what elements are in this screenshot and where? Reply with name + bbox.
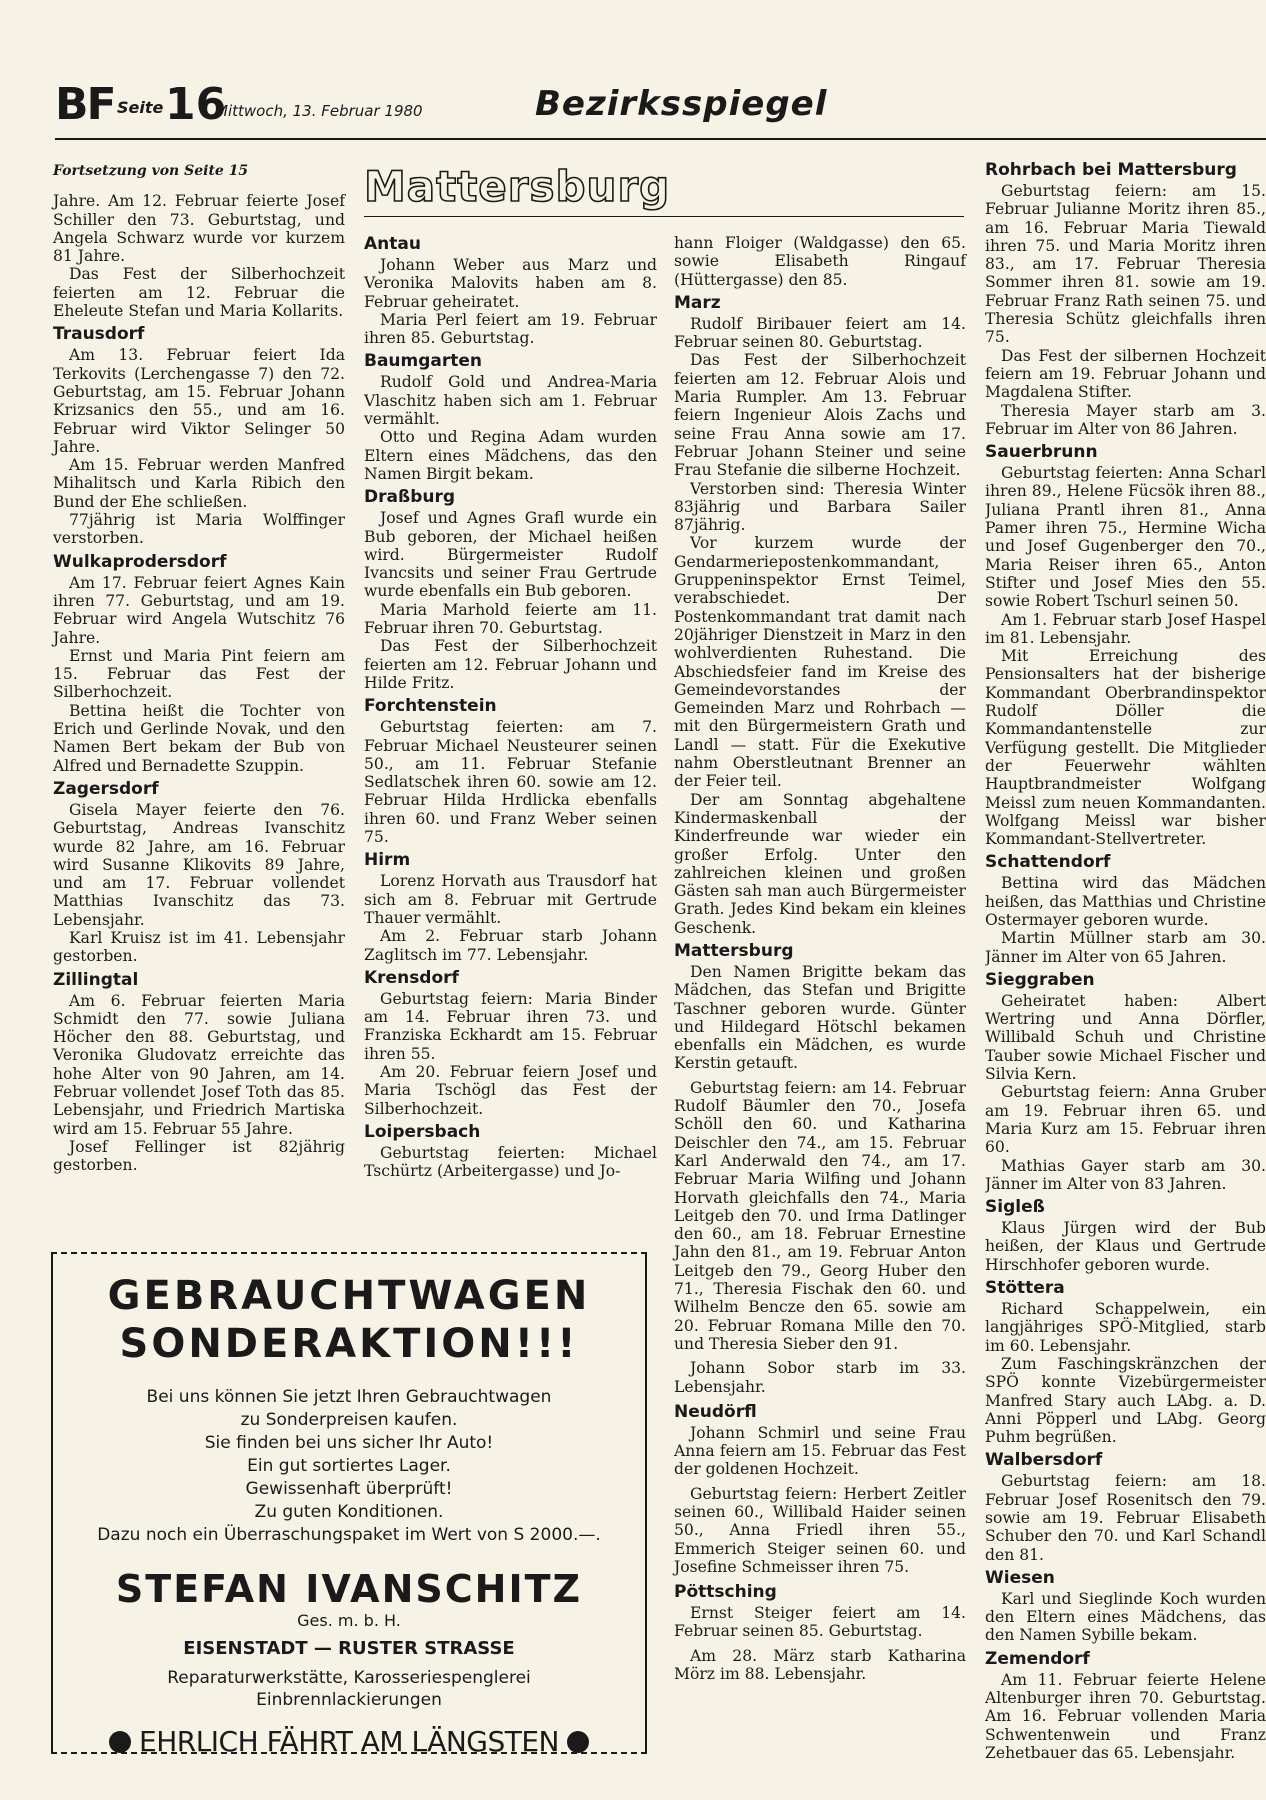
article-paragraph: Geburtstag feiern: Herbert Zeitler seinen 60., Willibald Haider seinen 50., Anna Friedl ihren 55., Emmerich Steiger seinen 60. und Josefine Schmeisser ihren 75. (674, 1484, 966, 1576)
article-paragraph: Rudolf Biribauer feiert am 14. Februar seinen 80. Geburtstag. (674, 314, 966, 352)
town-heading: Krensdorf (364, 967, 459, 988)
town-heading: Zagersdorf (53, 778, 159, 799)
town-heading: Loipersbach (364, 1121, 481, 1142)
article-paragraph: Am 20. Februar feiern Josef und Maria Tschögl das Fest der Silberhochzeit. (364, 1062, 657, 1118)
article-paragraph: Am 6. Februar feierten Maria Schmidt den 77. sowie Juliana Höcher den 88. Geburtstag, und Veronika Gludovatz erreichte das hohe Alter von 90 Jahren, am 14. Februar vollendet Josef Toth das 85. Lebensjahr, und Friedrich Martiska wird am 15. Februar 55 Jahre. (53, 991, 345, 1138)
ad-line: Bei uns können Sie jetzt Ihren Gebrauchtwagen (146, 1387, 552, 1407)
column-1 (53, 162, 345, 1175)
article-paragraph: Josef und Agnes Grafl wurde ein Bub geboren, der Michael heißen wird. Bürgermeister Rudolf Ivancsits und seiner Frau Gertrude wurde ebenfalls ein Bub geboren. (364, 509, 657, 601)
ad-headline: SONDERAKTION!!! (119, 1321, 579, 1367)
article-paragraph: Otto und Regina Adam wurden Eltern eines Mädchens, das den Namen Birgit bekam. (364, 428, 657, 483)
article-paragraph: Johann Schmirl und seine Frau Anna feiern am 15. Februar das Fest der goldenen Hochzeit. (674, 1423, 966, 1479)
town-heading: Wiesen (985, 1567, 1055, 1588)
section-title: Bezirksspiegel (535, 84, 828, 124)
town-heading: Schattendorf (985, 852, 1111, 873)
town-heading: Neudörfl (674, 1401, 757, 1422)
ad-service-line: Reparaturwerkstätte, Karosseriespenglerei (167, 1668, 531, 1688)
masthead-rule (55, 138, 1266, 140)
article-paragraph: Johann Sobor starb im 33. Lebensjahr. (674, 1359, 966, 1396)
town-heading: Mattersburg (674, 940, 794, 961)
used-car-advertisement (51, 1252, 647, 1758)
article-paragraph: Ernst und Maria Pint feiern am 15. Februar das Fest der Silberhochzeit. (53, 646, 345, 702)
continuation-note: Fortsetzung von Seite 15 (53, 163, 249, 179)
article-paragraph: Theresia Mayer starb am 3. Februar im Alter von 86 Jahren. (985, 401, 1266, 438)
town-heading: Marz (674, 292, 721, 313)
town-heading: Pöttsching (674, 1582, 777, 1603)
town-heading: Sieggraben (985, 969, 1095, 990)
town-heading: Trausdorf (53, 324, 145, 345)
article-paragraph: Das Fest der Silberhochzeit feierten am 12. Februar Johann und Hilde Fritz. (364, 637, 657, 692)
article-paragraph: Am 17. Februar feiert Agnes Kain ihren 77. Geburtstag, und am 19. Februar wird Angela Wutschitz 76 Jahre. (53, 573, 345, 647)
bullet-icon (567, 1731, 589, 1753)
article-paragraph: Bettina wird das Mädchen heißen, das Matthias und Christine Ostermayer geboren wurde. (985, 874, 1266, 929)
seite-label: Seite (117, 98, 164, 117)
masthead (55, 80, 1266, 136)
ad-line: Dazu noch ein Überraschungspaket im Wert von S 2000.—. (97, 1525, 601, 1545)
column-4 (985, 160, 1266, 1762)
column-2 (364, 234, 657, 1180)
town-heading: Baumgarten (364, 351, 483, 372)
article-paragraph: Karl und Sieglinde Koch wurden den Eltern eines Mädchens, das den Namen Sybille bekam. (985, 1589, 1266, 1645)
ad-services (53, 1667, 645, 1711)
article-paragraph: Zum Faschingskränzchen der SPÖ konnte Vizebürgermeister Manfred Stary auch LAbg. a. D. Anni Pöpperl und LAbg. Georg Puhm begrüßen. (985, 1354, 1266, 1447)
article-paragraph: Jahre. Am 12. Februar feierte Josef Schiller den 73. Geburtstag, und Angela Schwarz wurde vor kurzem 81 Jahre. (53, 192, 345, 266)
article-paragraph: Geburtstag feiern: am 18. Februar Josef Rosenitsch den 79. sowie am 19. Februar Elisabeth Schuber den 70. und Karl Schandl den 81. (985, 1472, 1266, 1564)
article-paragraph: 77jährig ist Maria Wolffinger verstorben. (53, 511, 345, 548)
article-paragraph: Karl Kruisz ist im 41. Lebensjahr gestorben. (53, 928, 345, 966)
article-paragraph: hann Floiger (Waldgasse) den 65. sowie Elisabeth Ringauf (Hüttergasse) den 85. (674, 234, 966, 289)
article-paragraph: Den Namen Brigitte bekam das Mädchen, das Stefan und Brigitte Taschner geboren wurde. Günter und Hildegard Hötschl bekamen ebenfalls ein Mädchen, es wurde Kerstin getauft. (674, 962, 966, 1073)
town-heading: Stöttera (985, 1278, 1065, 1299)
page-number: 16 (165, 79, 227, 130)
article-paragraph: Das Fest der Silberhochzeit feierten am 12. Februar die Eheleute Stefan und Maria Kollarits. (53, 265, 345, 321)
article-paragraph: Geburtstag feierten: Michael Tschürtz (Arbeitergasse) und Jo- (364, 1143, 657, 1181)
article-paragraph: Klaus Jürgen wird der Bub heißen, der Klaus und Gertrude Hirschhofer geboren wurde. (985, 1219, 1266, 1274)
article-paragraph: Vor kurzem wurde der Gendarmeriepostenkommandant, Gruppeninspektor Ernst Teimel, verabschiedet. Der Postenkommandant trat damit nach 20jähriger Dienstzeit in Marz in den wohlverdienten Ruhestand. Die Abschiedsfeier fand im Kreise des Gemeindevorstandes der Gemeinden Marz und Rohrbach — mit den Bürgermeistern Grath und Landl — statt. Für die Exekutive nahm Oberstleutnant Brenner an der Feier teil. (674, 534, 966, 791)
article-paragraph: Maria Marhold feierte am 11. Februar ihren 70. Geburtstag. (364, 600, 657, 638)
article-paragraph: Rudolf Gold und Andrea-Maria Vlaschitz haben sich am 1. Februar vermählt. (364, 373, 657, 429)
article-paragraph: Geburtstag feiern: am 15. Februar Julianne Moritz ihren 85., am 16. Februar Maria Tiewald ihren 75. und Maria Moritz ihren 83., am 17. Februar Theresia Sommer ihren 81. sowie am 19. Februar Franz Rath seinen 75. und Theresia Schütz gleichfalls ihren 75. (985, 182, 1266, 347)
column-3 (674, 234, 966, 1683)
article-paragraph: Am 15. Februar werden Manfred Mihalitsch und Karla Ribich den Bund der Ehe schließen. (53, 456, 345, 511)
article-paragraph: Maria Perl feiert am 19. Februar ihren 85. Geburtstag. (364, 310, 657, 348)
ad-address: EISENSTADT — RUSTER STRASSE (183, 1638, 515, 1659)
article-paragraph: Geburtstag feiern: am 14. Februar Rudolf Bäumler den 70., Josefa Schöll den 60. und Katharina Deischler den 74., am 15. Februar Karl Anderwald den 74., am 17. Februar Maria Wilfing und Johann Horvath gleichfalls den 74., Maria Leitgeb den 70. und Irma Datlinger den 60., am 18. Februar Ernestine Jahn den 81., am 19. Februar Anton Leitgeb den 79., Georg Huber den 71., Theresia Fischak den 60. und Wilhelm Bencze den 65. sowie am 20. Februar Romana Mille den 70. und Theresia Sieber den 91. (674, 1078, 966, 1353)
article-paragraph: Das Fest der Silberhochzeit feierten am 12. Februar Alois und Maria Rumpler. Am 13. Februar feiern Ingenieur Alois Zachs und seine Frau Anna sowie am 17. Februar Johann Steiner und seine Frau Stefanie die silberne Hochzeit. (674, 351, 966, 480)
town-heading: Zemendorf (985, 1648, 1090, 1669)
article-paragraph: Geheiratet haben: Albert Wertring und Anna Dörfler, Willibald Schuh und Christine Tauber sowie Michael Fischer und Silvia Kern. (985, 991, 1266, 1084)
ad-line: zu Sonderpreisen kaufen. (240, 1410, 458, 1430)
article-paragraph: Richard Schappelwein, ein langjähriges SPÖ-Mitglied, starb im 60. Lebensjahr. (985, 1300, 1266, 1355)
article-paragraph: Johann Weber aus Marz und Veronika Malovits haben am 8. Februar geheiratet. (364, 256, 657, 311)
article-paragraph: Josef Fellinger ist 82jährig gestorben. (53, 1137, 345, 1175)
ad-line: Gewissenhaft überprüft! (245, 1479, 453, 1499)
ad-body (53, 1386, 645, 1547)
ad-line: Ein gut sortiertes Lager. (247, 1456, 451, 1476)
article-paragraph: Bettina heißt die Tochter von Erich und Gerlinde Novak, und den Namen Bert bekam der Bub von Alfred und Bernadette Szuppin. (53, 701, 345, 775)
article-paragraph: Am 11. Februar feierte Helene Altenburger ihren 70. Geburtstag. Am 16. Februar vollenden Maria Schwentenwein und Franz Zehetbauer das 65. Lebensjahr. (985, 1670, 1266, 1762)
ad-company-name: STEFAN IVANSCHITZ (115, 1567, 583, 1611)
town-heading: Rohrbach bei Mattersburg (985, 160, 1237, 180)
article-paragraph: Am 13. Februar feiert Ida Terkovits (Lerchengasse 7) den 72. Geburtstag, am 15. Februar Johann Krizsanics den 55., und am 16. Februar wird Viktor Selinger 50 Jahre. (53, 346, 345, 456)
mattersburg-banner (364, 164, 964, 210)
article-paragraph: Am 28. März starb Katharina Mörz im 88. Lebensjahr. (674, 1646, 966, 1684)
district-rule (364, 216, 964, 217)
article-paragraph: Das Fest der silbernen Hochzeit feiern am 19. Februar Johann und Magdalena Stifter. (985, 346, 1266, 402)
ad-company-legal: Ges. m. b. H. (297, 1611, 401, 1630)
town-heading: Hirm (364, 850, 411, 871)
article-paragraph: Geburtstag feierten: am 7. Februar Michael Neusteurer seinen 50., am 11. Februar Stefanie Sedlatschek ihren 60. sowie am 12. Februar Hilda Hrdlicka ebenfalls ihren 60. und Franz Weber seinen 75. (364, 718, 657, 847)
bullet-icon (109, 1731, 131, 1753)
ad-service-line: Einbrennlackierungen (256, 1690, 442, 1710)
article-paragraph: Am 1. Februar starb Josef Haspel im 81. Lebensjahr. (985, 610, 1266, 647)
town-heading: Draßburg (364, 487, 456, 508)
town-heading: Sauerbrunn (985, 442, 1098, 463)
ad-slogan-text: EHRLICH FÄHRT AM LÄNGSTEN (139, 1725, 559, 1758)
town-heading: Walbersdorf (985, 1450, 1103, 1471)
article-paragraph: Geburtstag feierten: Anna Scharl ihren 89., Helene Fücsök ihren 88., Juliana Prantl ihren 81., Anna Pamer ihren 75., Hermine Wicha und Josef Gugenberger den 70., Maria Reiser ihren 65., Anton Stifter und Josef Mies den 55. sowie Robert Tschurl seinen 50. (985, 464, 1266, 611)
district-title: Mattersburg (364, 162, 671, 211)
issue-date: Mittwoch, 13. Februar 1980 (215, 102, 423, 120)
article-paragraph: Martin Müllner starb am 30. Jänner im Alter von 65 Jahren. (985, 929, 1266, 966)
article-paragraph: Mathias Gayer starb am 30. Jänner im Alter von 83 Jahren. (985, 1156, 1266, 1193)
town-heading: Zillingtal (53, 969, 139, 990)
article-paragraph: Am 2. Februar starb Johann Zaglitsch im 77. Lebensjahr. (364, 927, 657, 964)
ad-line: Zu guten Konditionen. (254, 1502, 444, 1522)
ad-slogan (53, 1725, 645, 1759)
town-heading: Wulkaprodersdorf (53, 551, 227, 572)
town-heading: Antau (364, 234, 421, 254)
article-paragraph: Ernst Steiger feiert am 14. Februar seinen 85. Geburtstag. (674, 1604, 966, 1641)
ad-headline: GEBRAUCHTWAGEN (107, 1273, 591, 1319)
town-heading: Sigleß (985, 1197, 1045, 1218)
town-heading: Forchtenstein (364, 696, 497, 717)
article-paragraph: Der am Sonntag abgehaltene Kindermaskenball der Kinderfreunde war wieder ein großer Erfolg. Unter den zahlreichen kleinen und großen Gästen sah man auch Bürgermeister Grath. Jedes Kind bekam ein kleines Geschenk. (674, 790, 966, 937)
article-paragraph: Mit Erreichung des Pensionsalters hat der bisherige Kommandant Oberbrandinspektor Rudolf Döller die Kommandantenstelle zur Verfügung gestellt. Die Mitglieder der Feuerwehr wählten Hauptbrandmeister Wolfgang Meissl zum neuen Kommandanten. Wolfgang Meissl war bisher Kommandant-Stellvertreter. (985, 647, 1266, 849)
article-paragraph: Gisela Mayer feierte den 76. Geburtstag, Andreas Ivanschitz wurde 82 Jahre, am 16. Februar wird Susanne Klikovits 89 Jahre, und am 17. Februar vollendet Matthias Ivanschitz das 73. Lebensjahr. (53, 800, 345, 929)
ad-line: Sie finden bei uns sicher Ihr Auto! (204, 1433, 494, 1453)
article-paragraph: Geburtstag feiern: Anna Gruber am 19. Februar ihren 65. und Maria Kurz am 15. Februar ihren 60. (985, 1083, 1266, 1157)
article-paragraph: Geburtstag feiern: Maria Binder am 14. Februar ihren 73. und Franziska Eckhardt am 15. Februar ihren 55. (364, 989, 657, 1063)
article-paragraph: Lorenz Horvath aus Trausdorf hat sich am 8. Februar mit Gertrude Thauer vermählt. (364, 872, 657, 927)
newspaper-logo: BF (55, 79, 115, 130)
article-paragraph: Verstorben sind: Theresia Winter 83jährig und Barbara Sailer 87jährig. (674, 479, 966, 535)
